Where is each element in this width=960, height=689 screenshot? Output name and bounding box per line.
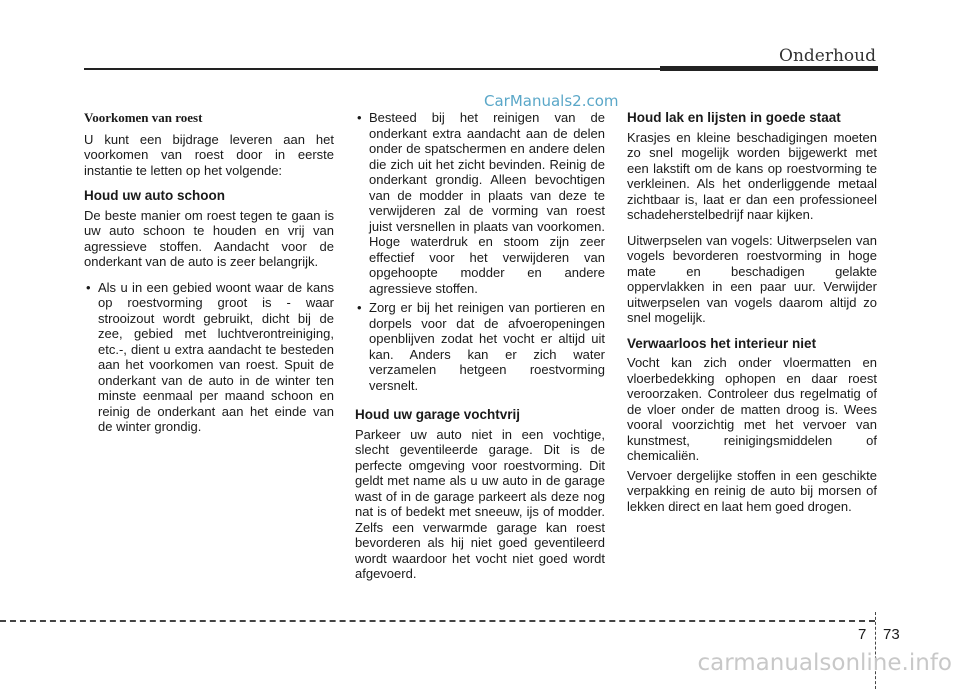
paragraph: Parkeer uw auto niet in een vochtige, slecht geventileerde garage. Dit is de perfecte omgeving voor roestvorming. Dit geldt met name als u uw auto in de garage wast of in de garage parkeert als deze nog nat is of bedekt met sneeuw, ijs of modder. Zelfs een verwarmde garage kan roest bevorderen als hij niet goed geventileerd wordt waardoor het vocht niet goed wordt afgevoerd. [355,426,605,581]
bullet-item: • Besteed bij het reinigen van de onderkant extra aandacht aan de delen onder de spatschermen en andere delen die zich uit het zicht bevinden. Reinig de onderkant grondig. Alleen bevochtigen van de modder in plaats van deze te verwijderen zal de vorming van roest juist versnellen in plaats van voorkomen. Hoge waterdruk en stoom zijn zeer effectief voor het verwijderen van opgehoopte modder en andere agressieve stoffen. [355,110,605,296]
column-2 [355,110,605,592]
page-number: 73 [883,626,900,643]
section-title: Onderhoud [779,46,876,66]
paragraph: Krasjes en kleine beschadigingen moeten zo snel mogelijk worden bijgewerkt met een lakstift om de kans op roestvorming te verkleinen. Als het onderliggende metaal zichtbaar is, laat er dan een professioneel schadeherstelbedrijf naar kijken. [627,129,877,222]
paragraph: Vervoer dergelijke stoffen in een geschikte verpakking en reinig de auto bij morsen of lekken direct en laat hem goed drogen. [627,467,877,514]
header-rule-accent [660,66,878,71]
section-heading: Verwaarloos het interieur niet [627,335,817,351]
paragraph: Vocht kan zich onder vloermatten en vloerbedekking ophopen en daar roest veroorzaken. Controleer dus regelmatig of de vloer onder de matten droog is. Wees vooral voorzichtig met het vervoer van kunstmest, reinigingsmiddelen of chemicaliën. [627,355,877,463]
section-heading: Houd uw auto schoon [84,188,225,203]
paragraph: De beste manier om roest tegen te gaan is uw auto schoon te houden en vrij van agressieve stoffen. Aandacht voor de onderkant van de auto is zeer belangrijk. [84,207,334,269]
section-heading: Houd lak en lijsten in goede staat [627,110,841,125]
watermark-top: CarManuals2.com [484,92,619,110]
watermark-bottom: carmanualsonline.info [697,650,952,676]
column-3 [627,110,877,524]
intro-paragraph: U kunt een bijdrage leveren aan het voorkomen van roest door in eerste instantie te letten op het volgende: [84,131,334,178]
column-1 [84,110,334,439]
footer-rule [0,620,875,622]
paragraph: Uitwerpselen van vogels: Uitwerpselen van vogels bevorderen roestvorming in hoge mate en beschadigen gelakte oppervlakken in een paar uur. Verwijder uitwerpselen van vogels daarom altijd zo snel mogelijk. [627,232,877,325]
bullet-item: • Als u in een gebied woont waar de kans op roestvorming groot is - waar strooizout wordt gebruikt, dicht bij de zee, gebied met luchtverontreiniging, etc.-, dient u extra aandacht te besteden aan het voorkomen van roest. Spuit de onderkant van de auto in de winter ten minste eenmaal per maand schoon en reinig de onderkant aan het einde van de winter grondig. [84,280,334,435]
bullet-item: • Zorg er bij het reinigen van portieren en dorpels voor dat de afvoeropeningen openblijven zodat het vocht er altijd uit kan. Anders kan er zich water verzamelen hetgeen roestvorming versnelt. [355,300,605,393]
article-title: Voorkomen van roest [84,110,203,125]
chapter-number: 7 [858,626,867,643]
section-heading: Houd uw garage vochtvrij [355,407,521,422]
